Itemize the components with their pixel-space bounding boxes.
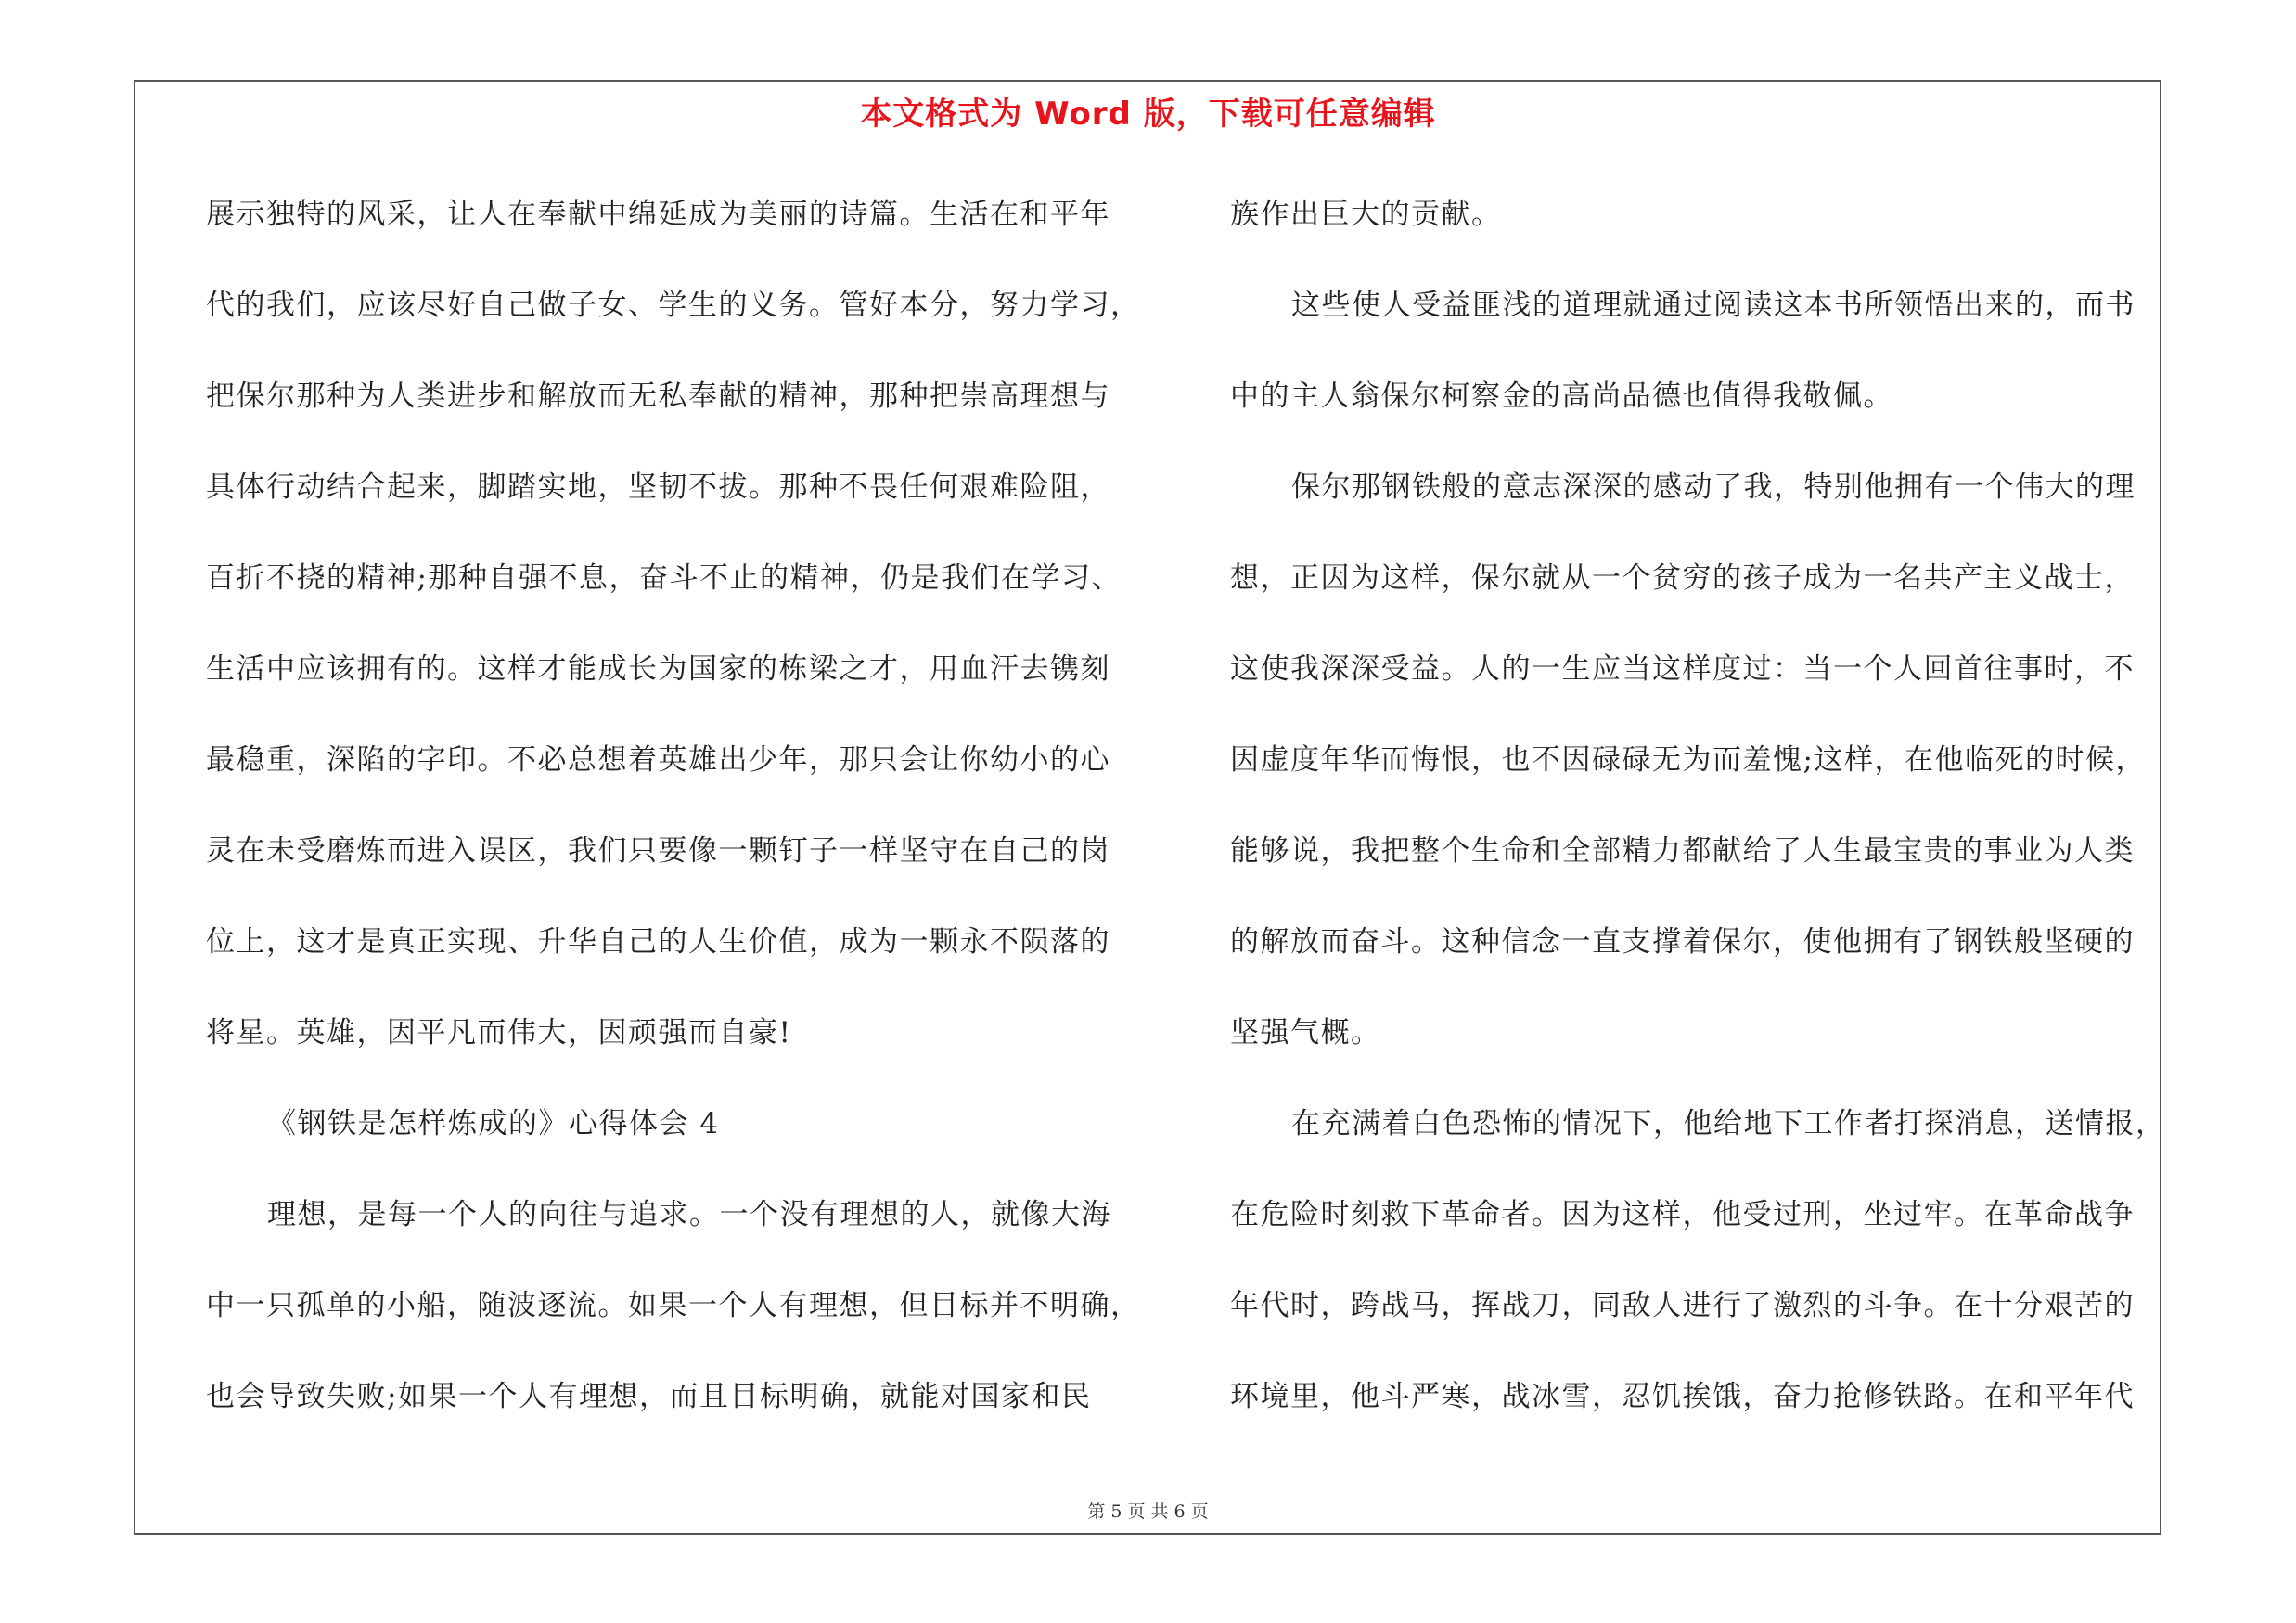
text-line: 具体行动结合起来，脚踏实地，坚韧不拔。那种不畏任何艰难险阻， bbox=[206, 470, 1110, 504]
text-line: 这些使人受益匪浅的道理就通过阅读这本书所领悟出来的，而书 bbox=[1291, 289, 2136, 322]
text-line: 在充满着白色恐怖的情况下，他给地下工作者打探消息，送情报， bbox=[1291, 1107, 2166, 1140]
text-line: 中一只孤单的小船，随波逐流。如果一个人有理想，但目标并不明确， bbox=[206, 1289, 1141, 1322]
text-line: 坚强气概。 bbox=[1230, 1016, 1381, 1050]
text-line: 生活中应该拥有的。这样才能成长为国家的栋梁之才，用血汗去镌刻 bbox=[206, 652, 1110, 686]
text-line: 《钢铁是怎样炼成的》心得体会 4 bbox=[267, 1107, 720, 1140]
text-line: 代的我们，应该尽好自己做子女、学生的义务。管好本分，努力学习， bbox=[206, 289, 1141, 322]
text-line: 展示独特的风采，让人在奉献中绵延成为美丽的诗篇。生活在和平年 bbox=[206, 198, 1110, 231]
text-line: 也会导致失败;如果一个人有理想，而且目标明确，就能对国家和民 bbox=[206, 1380, 1092, 1413]
text-line: 灵在未受磨炼而进入误区，我们只要像一颗钉子一样坚守在自己的岗 bbox=[206, 834, 1110, 868]
text-line: 想，正因为这样，保尔就从一个贫穷的孩子成为一名共产主义战士， bbox=[1230, 561, 2135, 595]
text-line: 因虚度年华而悔恨，也不因碌碌无为而羞愧;这样，在他临死的时候， bbox=[1230, 743, 2146, 777]
text-line: 这使我深深受益。人的一生应当这样度过：当一个人回首往事时，不 bbox=[1230, 652, 2135, 686]
text-line: 保尔那钢铁般的意志深深的感动了我，特别他拥有一个伟大的理 bbox=[1291, 470, 2136, 504]
word-format-banner: 本文格式为 Word 版，下载可任意编辑 bbox=[860, 96, 1436, 133]
text-line: 年代时，跨战马，挥战刀，同敌人进行了激烈的斗争。在十分艰苦的 bbox=[1230, 1289, 2135, 1322]
text-line: 族作出巨大的贡献。 bbox=[1230, 198, 1502, 231]
text-line: 的解放而奋斗。这种信念一直支撑着保尔，使他拥有了钢铁般坚硬的 bbox=[1230, 925, 2135, 959]
right-text-column bbox=[1230, 182, 2176, 1462]
text-line: 中的主人翁保尔柯察金的高尚品德也值得我敬佩。 bbox=[1230, 380, 1893, 413]
text-line: 在危险时刻救下革命者。因为这样，他受过刑，坐过牢。在革命战争 bbox=[1230, 1198, 2135, 1231]
text-line: 将星。英雄，因平凡而伟大，因顽强而自豪! bbox=[206, 1016, 792, 1050]
left-text-column bbox=[206, 182, 1161, 1462]
text-line: 环境里，他斗严寒，战冰雪，忍饥挨饿，奋力抢修铁路。在和平年代 bbox=[1230, 1380, 2135, 1413]
text-line: 理想，是每一个人的向往与追求。一个没有理想的人，就像大海 bbox=[267, 1198, 1111, 1231]
page-number-footer: 第 5 页 共 6 页 bbox=[1087, 1501, 1209, 1522]
text-line: 百折不挠的精神;那种自强不息，奋斗不止的精神，仍是我们在学习、 bbox=[206, 561, 1122, 595]
text-line: 最稳重，深陷的字印。不必总想着英雄出少年，那只会让你幼小的心 bbox=[206, 743, 1110, 777]
text-line: 把保尔那种为人类进步和解放而无私奉献的精神，那种把崇高理想与 bbox=[206, 380, 1110, 413]
text-line: 位上，这才是真正实现、升华自己的人生价值，成为一颗永不陨落的 bbox=[206, 925, 1110, 959]
text-line: 能够说，我把整个生命和全部精力都献给了人生最宝贵的事业为人类 bbox=[1230, 834, 2135, 868]
